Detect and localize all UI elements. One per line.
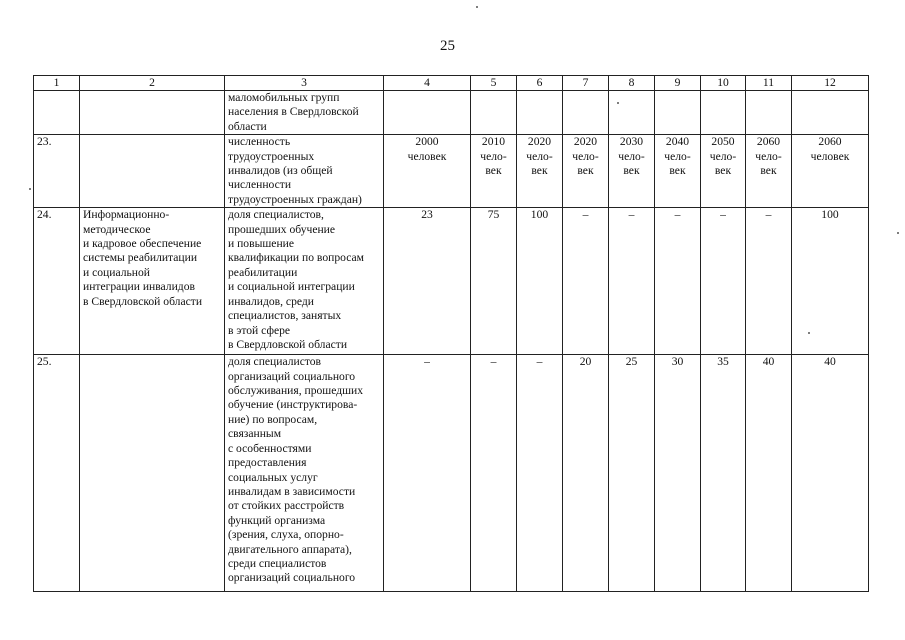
cell-line: 2000 bbox=[415, 135, 439, 149]
table-row bbox=[34, 208, 869, 355]
cell-line: чело- bbox=[526, 149, 553, 163]
cell-line: и социальной bbox=[83, 265, 150, 279]
cell-line: связанным bbox=[228, 427, 282, 441]
cell-line: доля специалистов bbox=[228, 355, 322, 369]
row-number: 23. bbox=[34, 135, 80, 208]
value-cell bbox=[655, 208, 701, 355]
value-cell bbox=[746, 208, 792, 355]
value-cell bbox=[609, 91, 655, 135]
cell-line: – bbox=[628, 208, 635, 222]
column-number: 4 bbox=[384, 76, 471, 91]
indicator-cell bbox=[225, 355, 384, 592]
column-number-row bbox=[34, 76, 869, 91]
final-value-cell bbox=[792, 355, 869, 592]
value-cell bbox=[471, 91, 517, 135]
cell-line: трудоустроенных граждан) bbox=[228, 192, 362, 206]
cell-line: – bbox=[674, 208, 681, 222]
cell-line: предоставления bbox=[228, 456, 307, 470]
value-cell bbox=[384, 208, 471, 355]
value-cell bbox=[746, 355, 792, 592]
cell-line: инвалидов, среди bbox=[228, 294, 314, 308]
cell-line: чело- bbox=[664, 149, 691, 163]
cell-line: чело- bbox=[709, 149, 737, 163]
cell-line: ние) по вопросам, bbox=[228, 412, 318, 426]
value-cell bbox=[384, 91, 471, 135]
cell-line: методическое bbox=[83, 222, 151, 236]
cell-line: – bbox=[536, 355, 543, 369]
cell-line: 2050 bbox=[711, 135, 735, 149]
value-cell bbox=[701, 208, 746, 355]
cell-line: 2020 bbox=[573, 135, 598, 149]
cell-line: век bbox=[714, 164, 732, 178]
column-number: 8 bbox=[609, 76, 655, 91]
final-value-cell bbox=[792, 91, 869, 135]
cell-line: 2030 bbox=[619, 135, 644, 149]
cell-line: в Свердловской области bbox=[83, 294, 203, 308]
cell-line: двигательного аппарата), bbox=[228, 542, 352, 556]
value-cell bbox=[471, 355, 517, 592]
table-row bbox=[34, 135, 869, 208]
cell-line: функций организма bbox=[228, 513, 326, 527]
cell-line: с особенностями bbox=[228, 441, 312, 455]
cell-line: интеграции инвалидов bbox=[83, 280, 195, 294]
cell-line: в Свердловской области bbox=[228, 337, 348, 351]
cell-line: среди специалистов bbox=[228, 556, 327, 570]
cell-line: чело- bbox=[480, 149, 507, 163]
cell-line: 100 bbox=[821, 208, 839, 222]
cell-line: чело- bbox=[618, 149, 645, 163]
cell-line: обслуживания, прошедших bbox=[228, 384, 364, 398]
cell-line: век bbox=[531, 164, 548, 178]
column-number: 6 bbox=[517, 76, 563, 91]
cell-line: социальных услуг bbox=[228, 470, 318, 484]
column-number: 7 bbox=[563, 76, 609, 91]
cell-line: 2010 bbox=[481, 135, 506, 149]
column-number: 9 bbox=[655, 76, 701, 91]
cell-line: человек bbox=[407, 149, 447, 163]
cell-line: инвалидов (из общей bbox=[228, 164, 333, 178]
cell-line: квалификации по вопросам bbox=[228, 251, 364, 265]
cell-line: населения в Свердловской bbox=[228, 105, 359, 119]
cell-line: 20 bbox=[579, 355, 592, 369]
column-number: 10 bbox=[701, 76, 746, 91]
cell-line: 2060 bbox=[818, 135, 842, 149]
value-cell bbox=[701, 135, 746, 208]
cell-line: от стойких расстройств bbox=[228, 499, 345, 513]
value-cell bbox=[563, 91, 609, 135]
goal-cell bbox=[80, 355, 225, 592]
column-number: 3 bbox=[225, 76, 384, 91]
cell-line: численности bbox=[228, 178, 292, 192]
cell-line: век bbox=[485, 164, 502, 178]
value-cell bbox=[655, 355, 701, 592]
value-cell bbox=[384, 135, 471, 208]
cell-line: век bbox=[577, 164, 594, 178]
cell-line: 25 bbox=[625, 355, 638, 369]
value-cell bbox=[563, 355, 609, 592]
value-cell bbox=[563, 135, 609, 208]
cell-line: системы реабилитации bbox=[83, 251, 198, 265]
scan-speck bbox=[617, 102, 619, 104]
cell-line: 2040 bbox=[665, 135, 690, 149]
scan-speck bbox=[897, 232, 899, 234]
scan-speck bbox=[29, 188, 31, 190]
indicator-cell bbox=[225, 208, 384, 355]
cell-line: и социальной интеграции bbox=[228, 280, 355, 294]
cell-line: инвалидам в зависимости bbox=[228, 484, 356, 498]
value-cell bbox=[517, 208, 563, 355]
cell-line: 100 bbox=[530, 208, 549, 222]
cell-line: трудоустроенных bbox=[228, 149, 315, 163]
goal-cell bbox=[80, 208, 225, 355]
value-cell bbox=[517, 135, 563, 208]
value-cell bbox=[609, 355, 655, 592]
cell-line: и кадровое обеспечение bbox=[83, 237, 202, 251]
cell-line: обучение (инструктирова- bbox=[228, 398, 358, 412]
value-cell bbox=[655, 135, 701, 208]
cell-line: реабилитации bbox=[228, 265, 298, 279]
column-number: 11 bbox=[746, 76, 792, 91]
cell-line: 40 bbox=[762, 355, 775, 369]
page-number: 25 bbox=[440, 38, 455, 54]
cell-line: Информационно- bbox=[83, 208, 170, 222]
cell-line: век bbox=[760, 164, 777, 178]
cell-line: численность bbox=[228, 135, 291, 149]
value-cell bbox=[471, 208, 517, 355]
row-number: 24. bbox=[34, 208, 80, 355]
cell-line: – bbox=[720, 208, 726, 222]
cell-line: (зрения, слуха, опорно- bbox=[228, 528, 344, 542]
value-cell bbox=[384, 355, 471, 592]
goal-cell bbox=[80, 135, 225, 208]
cell-line: организаций социального bbox=[228, 571, 356, 585]
cell-line: 75 bbox=[487, 208, 500, 222]
value-cell bbox=[609, 135, 655, 208]
value-cell bbox=[563, 208, 609, 355]
goal-cell bbox=[80, 91, 225, 135]
value-cell bbox=[655, 91, 701, 135]
cell-line: области bbox=[228, 119, 267, 133]
cell-line: век bbox=[669, 164, 686, 178]
table-row bbox=[34, 355, 869, 592]
column-number: 1 bbox=[34, 76, 80, 91]
value-cell bbox=[701, 355, 746, 592]
cell-line: – bbox=[490, 355, 497, 369]
row-number: 25. bbox=[34, 355, 80, 592]
cell-line: 2020 bbox=[527, 135, 552, 149]
indicator-cell bbox=[225, 135, 384, 208]
cell-line: 30 bbox=[671, 355, 684, 369]
final-value-cell bbox=[792, 135, 869, 208]
cell-line: организаций социального bbox=[228, 369, 356, 383]
cell-line: маломобильных групп bbox=[228, 91, 340, 104]
cell-line: в этой сфере bbox=[228, 323, 291, 337]
value-cell bbox=[517, 355, 563, 592]
cell-line: специалистов, занятых bbox=[228, 309, 342, 323]
cell-line: и повышение bbox=[228, 237, 294, 251]
value-cell bbox=[746, 91, 792, 135]
cell-line: век bbox=[623, 164, 640, 178]
indicator-cell bbox=[225, 91, 384, 135]
cell-line: 40 bbox=[824, 355, 836, 369]
cell-line: 35 bbox=[717, 355, 729, 369]
value-cell bbox=[701, 91, 746, 135]
cell-line: чело- bbox=[572, 149, 599, 163]
cell-line: – bbox=[765, 208, 772, 222]
cell-line: человек bbox=[810, 149, 850, 163]
value-cell bbox=[746, 135, 792, 208]
row-number bbox=[34, 91, 80, 135]
value-cell bbox=[517, 91, 563, 135]
column-number: 12 bbox=[792, 76, 869, 91]
table-row bbox=[34, 91, 869, 135]
cell-line: прошедших обучение bbox=[228, 222, 336, 236]
cell-line: 23 bbox=[421, 208, 433, 222]
cell-line: доля специалистов, bbox=[228, 208, 324, 222]
indicators-table bbox=[33, 75, 869, 592]
cell-line: чело- bbox=[755, 149, 782, 163]
column-number: 2 bbox=[80, 76, 225, 91]
value-cell bbox=[609, 208, 655, 355]
value-cell bbox=[471, 135, 517, 208]
cell-line: – bbox=[424, 355, 430, 369]
scan-speck bbox=[808, 332, 810, 334]
cell-line: 2060 bbox=[756, 135, 781, 149]
scan-speck bbox=[476, 6, 478, 8]
column-number: 5 bbox=[471, 76, 517, 91]
cell-line: – bbox=[582, 208, 589, 222]
final-value-cell bbox=[792, 208, 869, 355]
